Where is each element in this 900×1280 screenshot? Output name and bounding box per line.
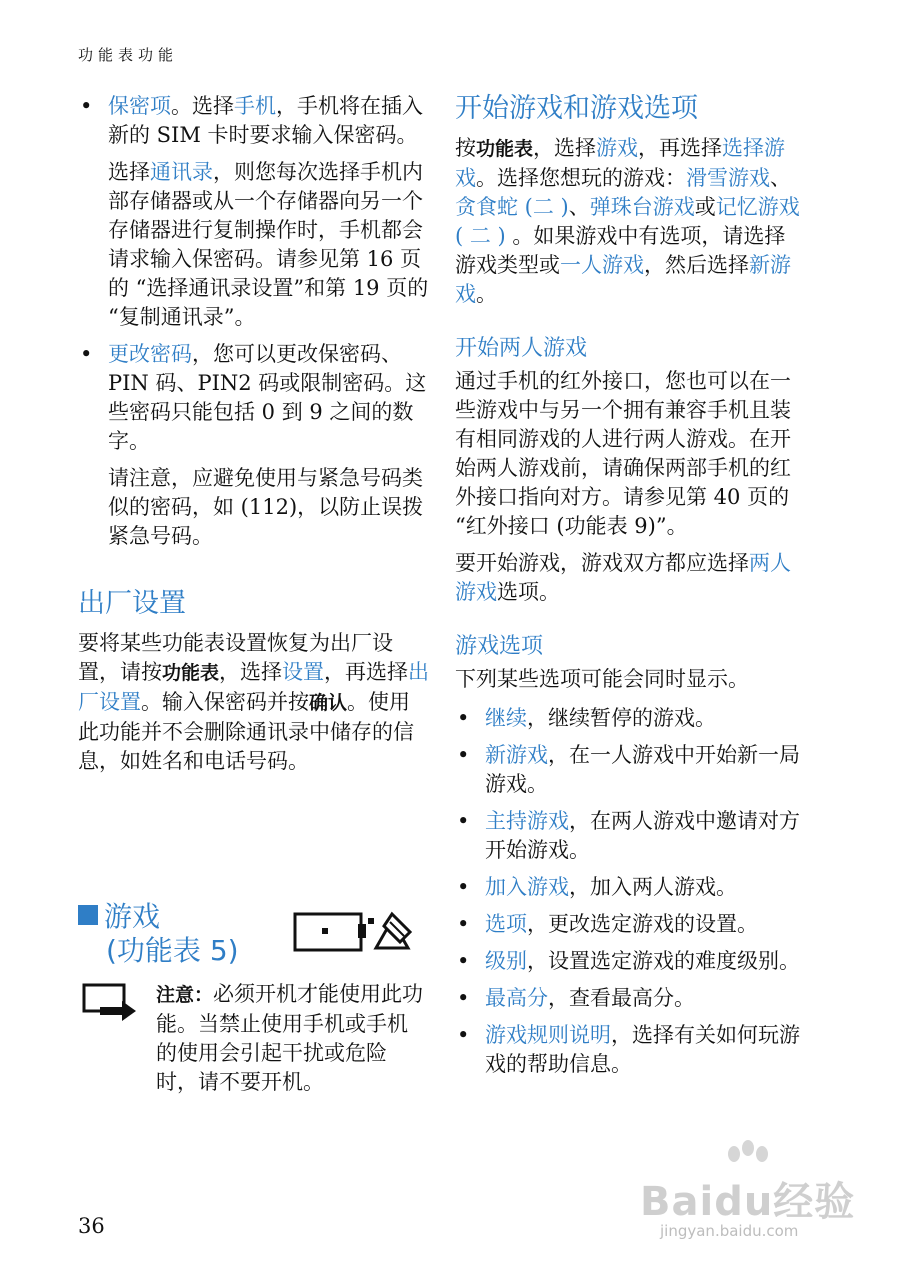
text: 。 (476, 282, 497, 306)
menu-term: 新游戏 (485, 743, 548, 767)
note-box (156, 980, 428, 1097)
menu-term: 保密项 (108, 94, 171, 118)
text: 选项。 (497, 580, 560, 604)
paragraph (78, 158, 430, 332)
paragraph: 通过手机的红外接口，您也可以在一些游戏中与另一个拥有兼容手机且装有相同游戏的人进行两人游戏。在开始两人游戏前，请确保两部手机的红外接口指向对方。请参见第 40 页的 “红外接口 (功能表 9)”。 (455, 369, 791, 538)
text: ，查看最高分。 (548, 986, 695, 1010)
menu-term: 滑雪游戏 (686, 166, 770, 190)
left-column (78, 92, 430, 776)
section-heading-game-options: 游戏选项 (455, 634, 544, 659)
text: ，选择 (219, 660, 283, 684)
menu-term: 设置 (282, 660, 325, 684)
list-item (455, 984, 805, 1013)
security-bullet-list-2 (78, 340, 430, 456)
section-heading-factory: 出厂设置 (78, 588, 186, 619)
text: ，选择 (533, 136, 597, 160)
menu-term: 加入游戏 (485, 875, 569, 899)
key-term: 功能表 (476, 138, 534, 160)
paragraph (78, 629, 430, 776)
text: ，在两人游戏中邀请对方开始游戏。 (485, 809, 800, 862)
security-bullet-list (78, 92, 430, 150)
key-term: 确认 (309, 692, 348, 714)
menu-term: 手机 (234, 94, 276, 118)
games-title-text: 游戏 (104, 900, 161, 933)
menu-term: 贪食蛇 (二 ) (455, 195, 569, 219)
menu-term: 游戏规则说明 (485, 1023, 611, 1047)
running-header: 功能表功能 (78, 46, 179, 64)
paragraph: 请注意，应避免使用与紧急号码类似的密码，如 (112)，以防止误拨紧急号码。 (108, 466, 424, 548)
menu-term: 选择游戏 (455, 136, 786, 190)
text: 必须开机才能使用此功能。当禁止使用手机或手机的使用会引起干扰或危险时，请不要开机。 (156, 982, 424, 1094)
baidu-watermark (640, 1140, 860, 1250)
text: ，更改选定游戏的设置。 (527, 912, 758, 936)
text: 、 (568, 195, 590, 219)
text: ，则您每次选择手机内部存储器或从一个存储器向另一个存储器进行复制操作时，手机都会请求输入保密码。请参见第 16 页的 “选择通讯录设置”和第 19 页的 “复制通讯录”。 (108, 160, 429, 329)
text: 要开始游戏，游戏双方都应选择 (455, 551, 749, 575)
note-hand-icon (82, 983, 140, 1025)
text: 、 (770, 166, 791, 190)
page-number: 36 (78, 1214, 105, 1238)
menu-term: 两人游戏 (455, 551, 791, 604)
text: 。如果游戏中有选项，请选择游戏类型或 (455, 224, 786, 277)
text: 。输入保密码并按 (141, 690, 309, 714)
games-menu-icon (292, 908, 417, 956)
menu-term: 通讯录 (150, 160, 213, 184)
list-item (455, 807, 805, 865)
watermark-url: jingyan.baidu.com (660, 1222, 799, 1240)
menu-term: 更改密码 (108, 342, 192, 366)
menu-term: 出厂设置 (78, 660, 430, 714)
list-item (455, 947, 805, 976)
menu-term: 级别 (485, 949, 527, 973)
text: ，加入两人游戏。 (569, 875, 737, 899)
note-text (156, 980, 428, 1097)
list-item (455, 910, 805, 939)
text: ，继续暂停的游戏。 (527, 706, 716, 730)
paragraph (455, 549, 805, 607)
square-bullet-icon (78, 905, 98, 925)
section-heading-start-game: 开始游戏和游戏选项 (455, 93, 698, 124)
menu-term: 记忆游戏 ( 二 ) (455, 195, 800, 248)
text: 要将某些功能表设置恢复为出厂设置，请按 (78, 631, 393, 684)
list-item (455, 1021, 805, 1079)
menu-term: 一人游戏 (560, 253, 644, 277)
menu-term: 主持游戏 (485, 809, 569, 833)
list-item (455, 741, 805, 799)
games-subtitle: (功能表 5) (106, 934, 239, 967)
text: ，然后选择 (644, 253, 749, 277)
paragraph: 下列某些选项可能会同时显示。 (455, 667, 749, 691)
list-item (78, 92, 430, 150)
section-title-games (78, 900, 239, 968)
list-item (455, 873, 805, 902)
watermark-logo: Baidu经验 (640, 1179, 856, 1225)
menu-term: 继续 (485, 706, 527, 730)
section-heading-two-player: 开始两人游戏 (455, 336, 588, 361)
text: 。选择您想玩的游戏： (476, 166, 686, 190)
paragraph (455, 134, 805, 309)
text: 或 (694, 195, 716, 219)
text: ，在一人游戏中开始新一局游戏。 (485, 743, 800, 796)
text: ，选择有关如何玩游戏的帮助信息。 (485, 1023, 800, 1076)
menu-term: 新游戏 (455, 253, 791, 306)
right-column (455, 92, 805, 1087)
text: 。选择 (171, 94, 234, 118)
key-term: 功能表 (162, 662, 220, 684)
text: ，再选择 (638, 136, 723, 160)
text: 按 (455, 136, 476, 160)
text: ，手机将在插入新的 SIM 卡时要求输入保密码。 (108, 94, 423, 147)
note-label: 注意： (156, 984, 214, 1006)
menu-term: 最高分 (485, 986, 548, 1010)
text: ，您可以更改保密码、PIN 码、PIN2 码或限制密码。这些密码只能包括 0 到 9 之间的数字。 (108, 342, 427, 453)
game-options-list (455, 704, 805, 1079)
text: 选择 (108, 160, 150, 184)
list-item (455, 704, 805, 733)
menu-term: 弹珠台游戏 (589, 195, 695, 219)
menu-term: 游戏 (596, 136, 639, 160)
text: ，再选择 (324, 660, 409, 684)
text: 。使用此功能并不会删除通讯录中储存的信息，如姓名和电话号码。 (78, 690, 414, 773)
text: ，设置选定游戏的难度级别。 (527, 949, 800, 973)
list-item (78, 340, 430, 456)
menu-term: 选项 (485, 912, 527, 936)
